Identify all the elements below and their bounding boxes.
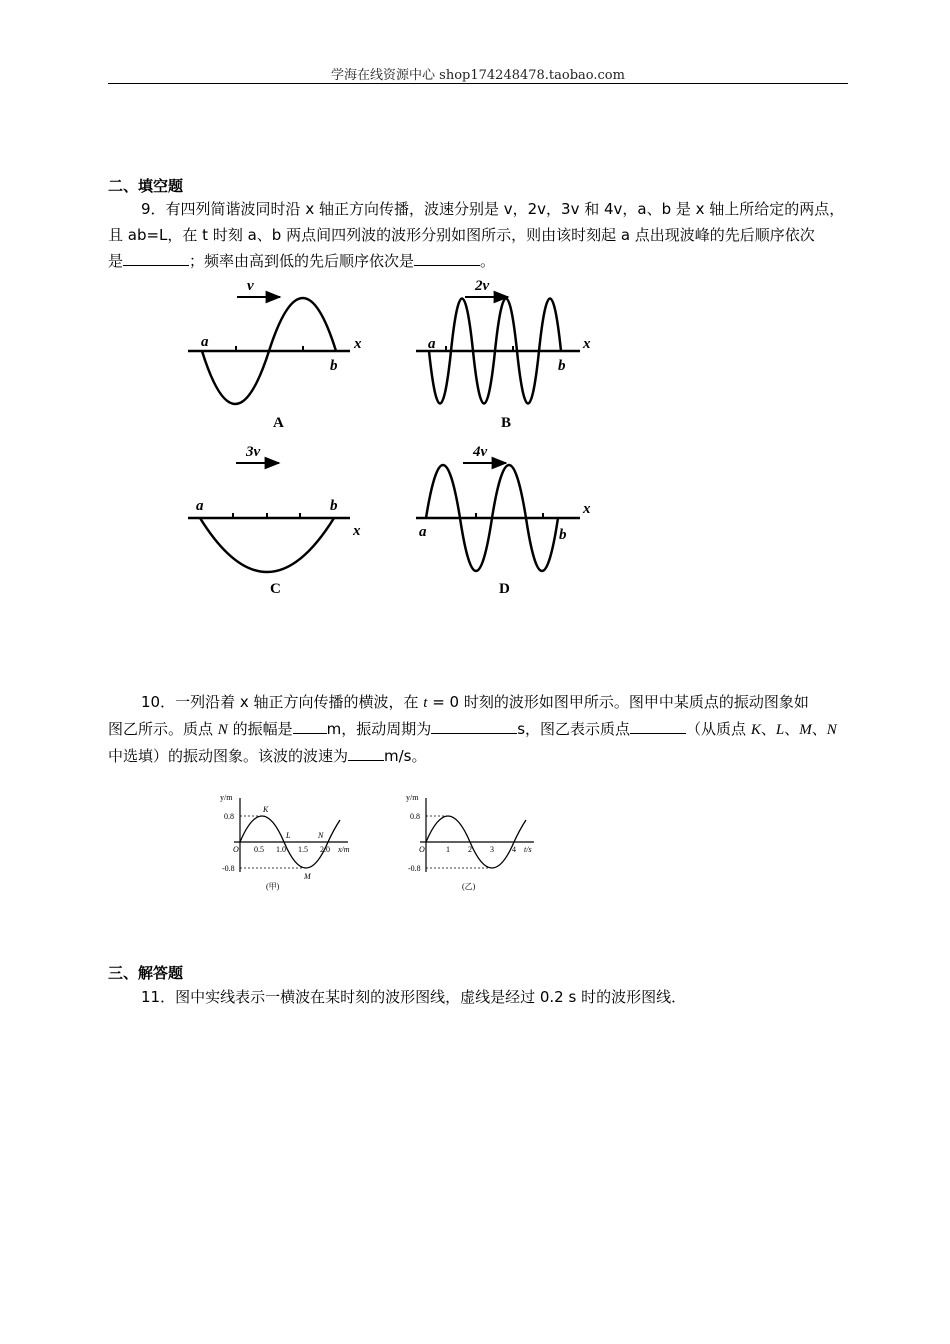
tick-label: 2 bbox=[468, 845, 472, 854]
caption: (甲) bbox=[266, 882, 280, 891]
q9-text: 。 bbox=[480, 252, 496, 270]
section-answer-title: 三、解答题 bbox=[108, 964, 184, 982]
q10-text: 图乙所示。质点 bbox=[108, 720, 218, 738]
graph-jia bbox=[218, 790, 368, 892]
x-axis-label: x bbox=[354, 336, 362, 352]
tick-label: 2.0 bbox=[320, 845, 330, 854]
speed-label: 3v bbox=[246, 444, 261, 460]
tick-label: 1 bbox=[446, 845, 450, 854]
answer-blank-frequency-order[interactable] bbox=[414, 250, 480, 266]
panel-label: C bbox=[270, 581, 281, 597]
x-axis-label: x bbox=[583, 501, 591, 517]
origin-label: O bbox=[233, 845, 239, 854]
q10-var-l: L bbox=[775, 722, 785, 738]
q9-line2: 且 ab=L，在 t 时刻 a、b 两点间四列波的波形分别如图所示，则由该时刻起 a 点出现波峰的先后顺序依次 bbox=[108, 226, 815, 244]
q10-var-t: t bbox=[423, 695, 428, 711]
q10-text: s，图乙表示质点 bbox=[517, 720, 631, 738]
q10-text: 、 bbox=[760, 720, 776, 738]
point-a-label: a bbox=[196, 498, 204, 514]
y-min-label: -0.8 bbox=[222, 864, 235, 873]
q10-var-m: M bbox=[799, 722, 812, 738]
q10-var-n: N bbox=[217, 722, 228, 738]
point-b-label: b bbox=[558, 358, 566, 374]
speed-label: 4v bbox=[473, 444, 488, 460]
point-b-label: b bbox=[330, 498, 338, 514]
tick-label: 1.5 bbox=[298, 845, 308, 854]
graph-yi bbox=[402, 790, 542, 892]
x-axis-label: t/s bbox=[524, 845, 532, 854]
point-a-label: a bbox=[428, 336, 436, 352]
y-max-label: 0.8 bbox=[410, 812, 420, 821]
q10-text: 的振幅是 bbox=[227, 720, 293, 738]
point-a-label: a bbox=[201, 334, 209, 350]
q9-text: 是 bbox=[108, 252, 124, 270]
y-max-label: 0.8 bbox=[224, 812, 234, 821]
wave-panel-c bbox=[188, 444, 361, 597]
q11-line1: 11．图中实线表示一横波在某时刻的波形图线，虚线是经过 0.2 s 时的波形图线． bbox=[141, 988, 687, 1006]
q10-text: 、 bbox=[811, 720, 827, 738]
answer-blank-amplitude[interactable] bbox=[293, 718, 327, 734]
caption: (乙) bbox=[462, 882, 476, 891]
panel-label: D bbox=[499, 581, 510, 597]
point-b-label: b bbox=[330, 358, 338, 374]
panel-label: A bbox=[273, 415, 284, 431]
panel-label: B bbox=[501, 415, 512, 431]
origin-label: O bbox=[419, 845, 425, 854]
q10-line2 bbox=[108, 716, 850, 743]
q10-line1 bbox=[108, 689, 850, 716]
point-m-label: M bbox=[304, 872, 311, 881]
wave-panel-a bbox=[188, 278, 362, 431]
speed-label: v bbox=[247, 278, 254, 294]
answer-blank-peak-order[interactable] bbox=[123, 250, 189, 266]
question-9 bbox=[108, 196, 850, 274]
wave-panel-d bbox=[416, 444, 591, 597]
q9-wave-figure bbox=[170, 270, 620, 610]
section-fill-blank-title: 二、填空题 bbox=[108, 177, 184, 195]
q9-text: ；频率由高到低的先后顺序依次是 bbox=[189, 252, 415, 270]
question-11 bbox=[108, 984, 850, 1010]
tick-label: 3 bbox=[490, 845, 494, 854]
tick-label: 4 bbox=[512, 845, 516, 854]
q9-line1: 9．有四列简谐波同时沿 x 轴正方向传播，波速分别是 v，2v，3v 和 4v，a、b 是 x 轴上所给定的两点， bbox=[141, 200, 845, 218]
y-min-label: -0.8 bbox=[408, 864, 421, 873]
speed-label: 2v bbox=[475, 278, 490, 294]
point-k-label: K bbox=[263, 805, 269, 814]
answer-blank-particle[interactable] bbox=[630, 718, 686, 734]
q10-line3 bbox=[108, 743, 850, 769]
wave-curve bbox=[200, 518, 334, 572]
x-axis-label: x bbox=[583, 336, 591, 352]
question-10 bbox=[108, 689, 850, 769]
page-header: 学海在线资源中心 shop174248478.taobao.com bbox=[331, 68, 625, 83]
tick-label: 0.5 bbox=[254, 845, 264, 854]
point-l-label: L bbox=[286, 831, 291, 840]
q10-text: （从质点 bbox=[686, 720, 751, 738]
x-axis-label: x/m bbox=[338, 845, 350, 854]
point-a-label: a bbox=[419, 524, 427, 540]
point-b-label: b bbox=[559, 527, 567, 543]
q10-text: 、 bbox=[784, 720, 800, 738]
y-axis-label: y/m bbox=[406, 793, 419, 802]
q10-text: 10．一列沿着 x 轴正方向传播的横波，在 bbox=[141, 693, 424, 711]
y-axis-label: y/m bbox=[220, 793, 233, 802]
answer-blank-period[interactable] bbox=[431, 718, 517, 734]
header-rule bbox=[108, 83, 848, 84]
q10-text: 中选填）的振动图象。该波的波速为 bbox=[108, 747, 349, 765]
wave-panel-b bbox=[416, 278, 591, 431]
x-axis-label: x bbox=[353, 523, 361, 539]
q10-text: = 0 时刻的波形如图甲所示。图甲中某质点的振动图象如 bbox=[427, 693, 809, 711]
point-n-label: N bbox=[318, 831, 324, 840]
answer-blank-wave-speed[interactable] bbox=[348, 745, 384, 761]
q10-text: m，振动周期为 bbox=[326, 720, 432, 738]
q10-var-n: N bbox=[826, 722, 837, 738]
q10-var-k: K bbox=[750, 722, 761, 738]
tick-label: 1.0 bbox=[276, 845, 286, 854]
q10-text: m/s。 bbox=[384, 747, 427, 765]
